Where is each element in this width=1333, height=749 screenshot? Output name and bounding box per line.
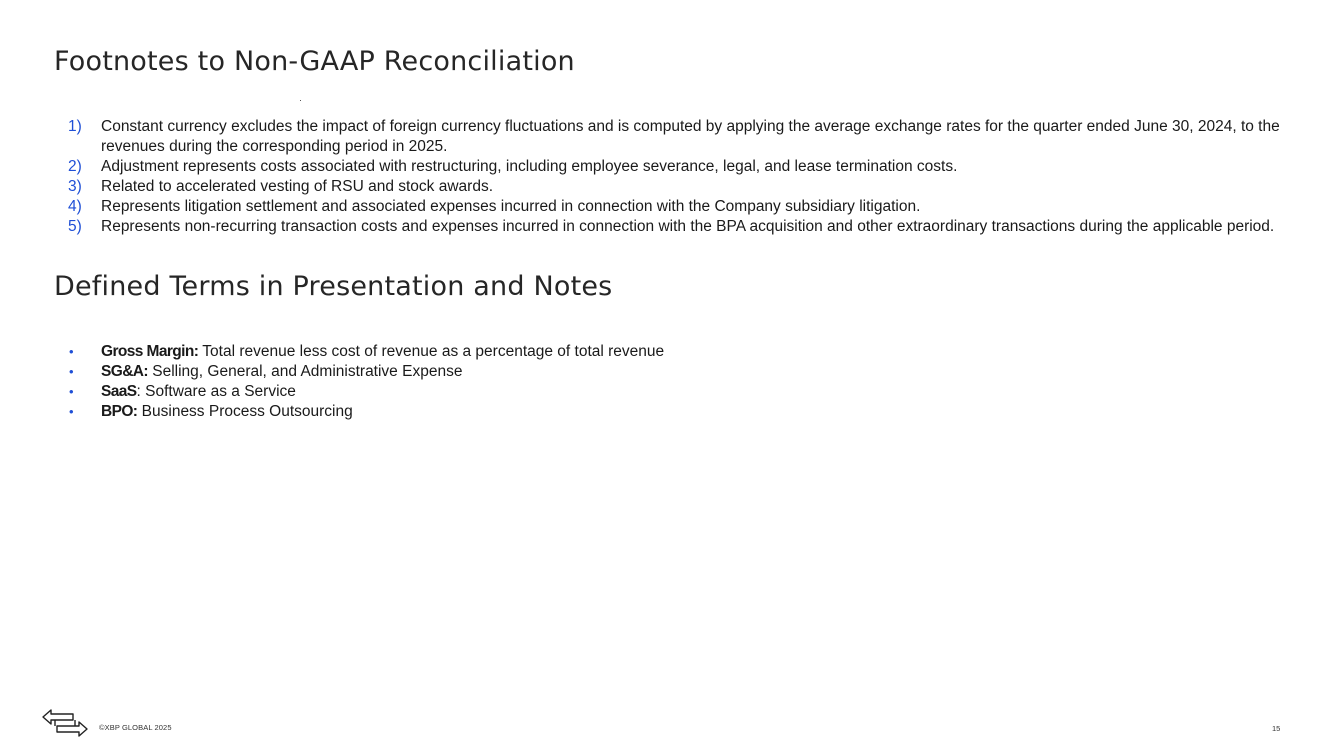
footnote-number: 1): [68, 118, 82, 135]
footnote-item: [68, 217, 1280, 237]
footnote-text: Adjustment represents costs associated with restructuring, including employee severance, legal, and lease termination costs.: [101, 158, 958, 175]
term-definition: Business Process Outsourcing: [137, 403, 353, 420]
bullet-icon: •: [69, 364, 74, 379]
footnote-item: [68, 117, 1280, 157]
term-item: [68, 362, 1280, 382]
term-name: Gross Margin:: [101, 343, 199, 360]
term-name: SaaS: [101, 383, 137, 400]
footnote-number: 5): [68, 218, 82, 235]
footnote-item: [68, 157, 1280, 177]
defined-terms-list: [68, 342, 1280, 422]
term-item: [68, 402, 1280, 422]
footnote-number: 4): [68, 198, 82, 215]
footnote-number: 2): [68, 158, 82, 175]
term-name: BPO:: [101, 403, 138, 420]
footnote-item: [68, 177, 1280, 197]
copyright-text: ©XBP GLOBAL 2025: [99, 723, 172, 732]
footnote-text: Related to accelerated vesting of RSU and stock awards.: [101, 178, 494, 195]
footnote-number: 3): [68, 178, 82, 195]
defined-terms-title: Defined Terms in Presentation and Notes: [54, 271, 613, 302]
stray-dot: [300, 100, 301, 101]
bullet-icon: •: [69, 384, 74, 399]
term-item: [68, 382, 1280, 402]
footnote-text: Represents litigation settlement and associated expenses incurred in connection with the Company subsidiary litigation.: [101, 198, 921, 215]
term-entry: [101, 382, 1280, 402]
page-number: 15: [1272, 724, 1281, 733]
term-item: [68, 342, 1280, 362]
xbp-logo-icon: [41, 707, 89, 744]
term-name: SG&A:: [101, 363, 148, 380]
term-definition: : Software as a Service: [136, 383, 296, 400]
footnote-item: [68, 197, 1280, 217]
term-entry: [101, 362, 1280, 382]
term-entry: [101, 402, 1280, 422]
footnote-text: Constant currency excludes the impact of foreign currency fluctuations and is computed by applying the average exchange rates for the quarter ended June 30, 2024, to the revenues during the corresponding period in 2025.: [101, 118, 1280, 155]
footnotes-title: Footnotes to Non-GAAP Reconciliation: [54, 46, 575, 77]
footnote-text: Represents non-recurring transaction costs and expenses incurred in connection with the BPA acquisition and other extraordinary transactions during the applicable period.: [101, 218, 1275, 235]
footnotes-list: [68, 117, 1280, 237]
bullet-icon: •: [69, 404, 74, 419]
bullet-icon: •: [69, 344, 74, 359]
term-entry: [101, 342, 1280, 362]
term-definition: Selling, General, and Administrative Expense: [147, 363, 463, 380]
term-definition: Total revenue less cost of revenue as a percentage of total revenue: [198, 343, 665, 360]
